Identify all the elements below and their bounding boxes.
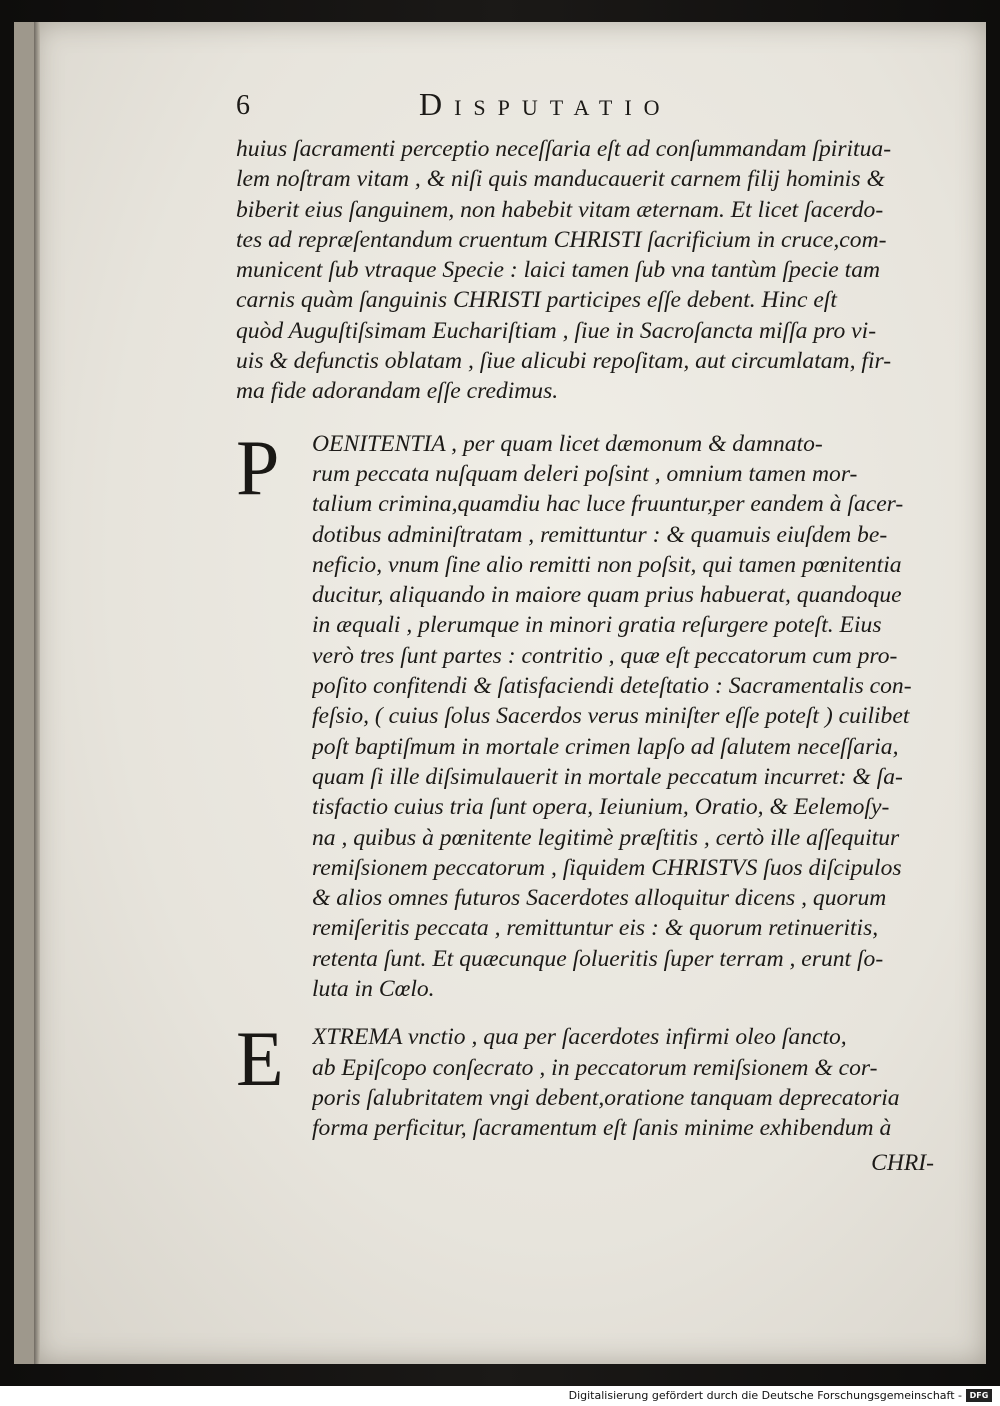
footer-bar xyxy=(0,1386,1000,1406)
text-line: carnis quàm ſanguinis CHRISTI participes eſſe debent. Hinc eſt xyxy=(236,287,837,314)
text-line: & alios omnes futuros Sacerdotes alloquitur dicens , quorum xyxy=(312,885,887,912)
dfg-logo-icon: DFG xyxy=(966,1389,992,1402)
text-line: tisfactio cuius tria ſunt opera, Ieiunium, Oratio, & Eelemoſy- xyxy=(312,794,890,821)
text-line: ab Epiſcopo conſecrato , in peccatorum remiſsionem & cor- xyxy=(312,1054,878,1081)
text-line: remiſeritis peccata , remittuntur eis : & quorum retinueritis, xyxy=(312,915,879,942)
text-line: dotibus adminiſtratam , remittuntur : & quamuis eiuſdem be- xyxy=(312,521,888,548)
text-line: neficio, vnum ſine alio remitti non poſsit, qui tamen pœnitentia xyxy=(312,551,902,578)
running-head xyxy=(236,86,956,132)
text-line: verò tres ſunt partes : contritio , quæ eſt peccatorum cum pro- xyxy=(312,642,898,669)
text-line: lem noſtram vitam , & niſi quis manducauerit carnem filij hominis & xyxy=(236,166,885,193)
text-line: in æquali , plerumque in minori gratia reſurgere poteſt. Eius xyxy=(312,612,882,639)
drop-cap: E xyxy=(236,1015,284,1103)
text-line: poſt baptiſmum in mortale crimen lapſo ad ſalutem neceſſaria, xyxy=(312,733,899,760)
text-line: tes ad repræſentandum cruentum CHRISTI ſacrificium in cruce,com- xyxy=(236,226,887,253)
text-line: XTREMA vnctio , qua per ſacerdotes infirmi oleo ſancto, xyxy=(312,1024,847,1051)
text-line: retenta ſunt. Et quæcunque ſolueritis ſuper terram , erunt ſo- xyxy=(312,945,884,972)
text-line: huius ſacramenti perceptio neceſſaria eſt ad conſummandam ſpiritua- xyxy=(236,136,892,162)
text-line: quam ſi ille diſsimulauerit in mortale peccatum incurret: & ſa- xyxy=(312,763,903,790)
running-title: Disputatio xyxy=(419,86,672,122)
page-text xyxy=(236,86,956,1178)
page-gutter-edge xyxy=(34,22,40,1364)
catchword: CHRI- xyxy=(871,1149,934,1176)
text-line: rum peccata nuſquam deleri poſsint , omnium tamen mor- xyxy=(312,460,858,487)
text-line: poſito confitendi & ſatisfaciendi deteſtatio : Sacramentalis con- xyxy=(312,673,912,700)
paragraph-eucharist xyxy=(236,134,956,407)
text-line: ma fide adorandam eſſe credimus. xyxy=(236,378,559,405)
paragraph-extrema-unctio xyxy=(236,1015,956,1143)
text-line: feſsio, ( cuius ſolus Sacerdos verus miniſter eſſe poteſt ) cuilibet xyxy=(312,703,910,730)
text-line: municent ſub vtraque Specie : laici tamen ſub vna tantùm ſpecie tam xyxy=(236,257,881,284)
text-line: OENITENTIA , per quam licet dæmonum & damnato- xyxy=(312,430,823,457)
page-number: 6 xyxy=(236,90,250,121)
text-line: na , quibus à pœnitente legitimè præſtitis , certò ille aſſequitur xyxy=(312,824,900,851)
funding-credit: Digitalisierung gefördert durch die Deutsche Forschungsgemeinschaft - xyxy=(568,1389,962,1402)
drop-cap: P xyxy=(236,423,280,511)
text-line: luta in Cœlo. xyxy=(312,976,435,1003)
text-line: ducitur, aliquando in maiore quam prius habuerat, quandoque xyxy=(312,582,902,609)
text-line: forma perficitur, ſacramentum eſt ſanis minime exhibendum à xyxy=(312,1115,892,1142)
text-line: poris ſalubritatem vngi debent,oratione tanquam deprecatoria xyxy=(312,1084,900,1111)
text-line: quòd Auguſtiſsimam Euchariſtiam , ſiue in Sacroſancta miſſa pro vi- xyxy=(236,317,877,344)
text-line: uis & defunctis oblatam , ſiue alicubi repoſitam, aut circumlatam, fir- xyxy=(236,348,892,375)
text-line: remiſsionem peccatorum , ſiquidem CHRISTVS ſuos diſcipulos xyxy=(312,854,902,881)
text-line: talium crimina,quamdiu hac luce fruuntur,per eandem à ſacer- xyxy=(312,491,904,518)
text-line: biberit eius ſanguinem, non habebit vitam æternam. Et licet ſacerdo- xyxy=(236,196,884,223)
paragraph-poenitentia xyxy=(236,423,956,1005)
